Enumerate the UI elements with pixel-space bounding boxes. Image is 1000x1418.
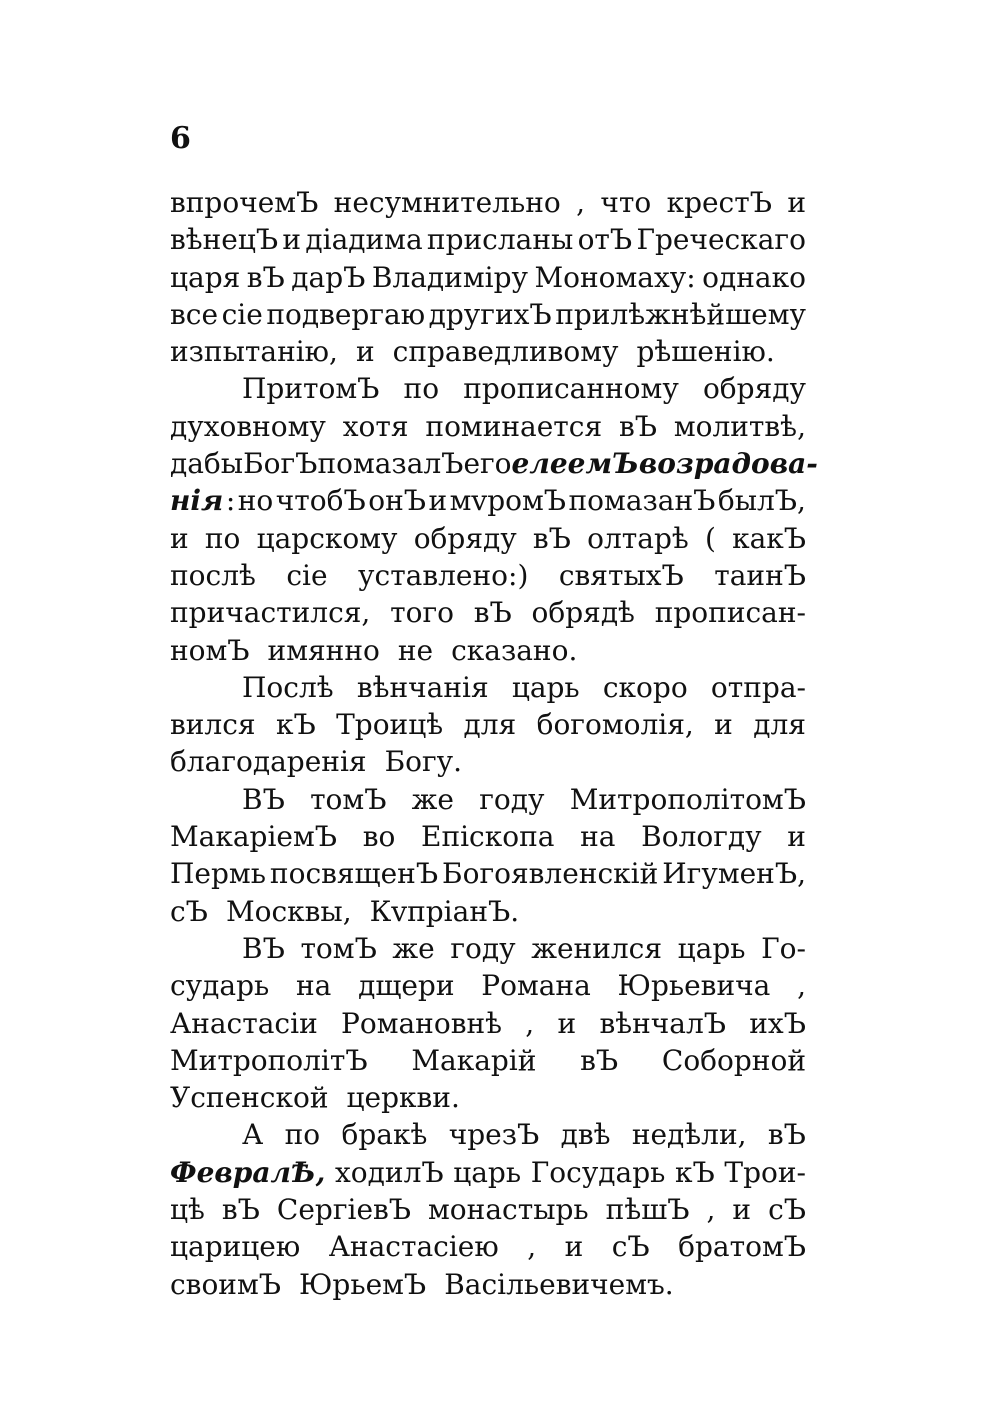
text-word: благодаренія bbox=[170, 745, 367, 779]
text-word: царя bbox=[170, 260, 241, 294]
text-word: что bbox=[600, 186, 652, 219]
text-word: онЪ bbox=[368, 484, 426, 518]
text-word: Макарій bbox=[411, 1043, 537, 1077]
page-number: 6 bbox=[170, 121, 191, 156]
text-word: присланы bbox=[426, 223, 574, 257]
text-word: его bbox=[463, 447, 512, 481]
text-word: духовному bbox=[170, 409, 326, 443]
text-word: вѣнецЪ bbox=[170, 223, 279, 257]
text-word: подвергаю bbox=[266, 297, 426, 331]
text-word: царскому bbox=[256, 521, 398, 555]
text-word: пѣшЪ bbox=[605, 1193, 690, 1227]
text-word: вЪ bbox=[473, 596, 512, 630]
text-line bbox=[170, 184, 806, 221]
text-word: сіе bbox=[221, 297, 263, 331]
text-word: дабы bbox=[170, 447, 244, 481]
text-word: сЪ bbox=[170, 894, 208, 928]
text-word: отЪ bbox=[577, 223, 633, 257]
text-line bbox=[170, 1005, 806, 1042]
text-word: Греческаго bbox=[636, 223, 806, 257]
text-word: Романовнѣ bbox=[341, 1006, 503, 1040]
text-line bbox=[170, 296, 806, 333]
text-line bbox=[170, 1079, 806, 1116]
text-word: прописанному bbox=[463, 372, 679, 406]
text-word: однако bbox=[702, 260, 806, 294]
text-line bbox=[170, 1116, 806, 1153]
text-line bbox=[170, 855, 806, 892]
text-word: обрядѣ bbox=[531, 596, 635, 630]
text-word: вился bbox=[170, 708, 256, 742]
text-line bbox=[170, 259, 806, 296]
text-word: богомолія, bbox=[536, 708, 694, 742]
text-word: вЪ bbox=[618, 409, 657, 443]
text-word: какЪ bbox=[732, 521, 806, 555]
text-line bbox=[170, 818, 806, 855]
text-line bbox=[170, 930, 806, 967]
text-word: Анастасіею bbox=[328, 1230, 499, 1264]
text-word: на bbox=[580, 820, 616, 854]
text-line bbox=[170, 632, 806, 669]
text-word: , bbox=[797, 969, 806, 1003]
text-word: МитрополітомЪ bbox=[569, 782, 806, 816]
text-word: , bbox=[706, 1193, 716, 1227]
text-word: вЪ bbox=[246, 260, 285, 294]
text-word: чтобЪ bbox=[275, 484, 366, 518]
text-line bbox=[170, 594, 806, 631]
text-line bbox=[170, 1042, 806, 1079]
text-word: скоро bbox=[602, 670, 688, 704]
text-word: году bbox=[450, 931, 516, 965]
text-word: царь bbox=[677, 931, 746, 965]
text-word: А bbox=[242, 1118, 264, 1152]
text-word: МакаріемЪ bbox=[170, 820, 338, 854]
text-word: имянно bbox=[267, 633, 380, 667]
text-word: Трои- bbox=[724, 1155, 806, 1189]
text-word: елеемЪ bbox=[511, 447, 639, 481]
text-word: Васільевичемъ. bbox=[444, 1267, 674, 1301]
text-word: сЪ bbox=[611, 1230, 650, 1264]
text-word: обряду bbox=[413, 521, 517, 555]
text-word: Владиміру bbox=[371, 260, 528, 294]
text-word: МитрополітЪ bbox=[170, 1043, 368, 1077]
text-word: того bbox=[390, 596, 454, 630]
text-word: и bbox=[787, 186, 806, 219]
text-word: ИгуменЪ, bbox=[662, 857, 806, 891]
text-line bbox=[170, 557, 806, 594]
text-word: по bbox=[204, 521, 241, 555]
text-word: вѣнчалЪ bbox=[599, 1006, 726, 1040]
text-word: двѣ bbox=[560, 1118, 611, 1152]
text-word: ( bbox=[704, 521, 716, 555]
text-line bbox=[170, 333, 806, 370]
text-word: Мономаху: bbox=[534, 260, 696, 294]
text-word: олтарѣ bbox=[587, 521, 689, 555]
text-word: помазалЪ bbox=[317, 447, 464, 481]
text-line bbox=[170, 967, 806, 1004]
text-line bbox=[170, 445, 818, 482]
text-word: сказано. bbox=[451, 633, 578, 667]
text-word: ВЪ bbox=[242, 782, 285, 816]
text-word: ВЪ bbox=[242, 931, 285, 965]
text-word: БогЪ bbox=[243, 447, 318, 481]
text-word: Вологду bbox=[641, 820, 762, 854]
text-word: сударь bbox=[170, 969, 270, 1003]
text-line bbox=[170, 706, 806, 743]
text-word: и bbox=[557, 1006, 577, 1040]
text-word: ходилЪ bbox=[335, 1155, 444, 1189]
text-word: царь bbox=[511, 670, 580, 704]
text-line bbox=[170, 1228, 806, 1265]
text-word: прилѣжнѣйшему bbox=[555, 297, 806, 331]
text-word: томЪ bbox=[310, 782, 387, 816]
text-word: Богоявленскій bbox=[442, 857, 659, 891]
text-word: не bbox=[397, 633, 434, 667]
text-word: все bbox=[170, 297, 219, 331]
text-word: , bbox=[576, 186, 586, 219]
text-word: братомЪ bbox=[678, 1230, 806, 1264]
text-line bbox=[170, 482, 806, 519]
text-word: же bbox=[392, 931, 435, 965]
text-word: для bbox=[753, 708, 806, 742]
text-word: былЪ, bbox=[717, 484, 806, 518]
text-line bbox=[170, 669, 806, 706]
text-word: и bbox=[787, 820, 806, 854]
text-word: сЪ bbox=[768, 1193, 806, 1227]
text-word: Анастасіи bbox=[170, 1006, 318, 1040]
text-word: церкви. bbox=[346, 1081, 460, 1115]
text-word: кЪ bbox=[275, 708, 316, 742]
text-word: молитвѣ, bbox=[673, 409, 806, 443]
text-word: вѣнчанія bbox=[356, 670, 489, 704]
text-line bbox=[170, 1191, 806, 1228]
text-word: Богу. bbox=[384, 745, 463, 779]
text-word: и bbox=[564, 1230, 584, 1264]
text-word: и bbox=[732, 1193, 752, 1227]
text-word: прописан- bbox=[654, 596, 806, 630]
text-line bbox=[170, 1266, 806, 1303]
text-line bbox=[170, 370, 806, 407]
text-word: уставлено:) bbox=[358, 558, 529, 592]
text-word: женился bbox=[531, 931, 663, 965]
text-word: Го- bbox=[761, 931, 806, 965]
text-line bbox=[170, 1154, 806, 1191]
text-word: бракѣ bbox=[341, 1118, 428, 1152]
text-word: на bbox=[296, 969, 332, 1003]
text-line bbox=[170, 408, 806, 445]
text-word: сіе bbox=[286, 558, 328, 592]
text-line bbox=[170, 893, 806, 930]
text-word: поминается bbox=[425, 409, 603, 443]
text-word: изпытанію, bbox=[170, 335, 338, 369]
text-word: Государь bbox=[530, 1155, 666, 1189]
text-word: святыхЪ bbox=[558, 558, 684, 592]
text-word: другихЪ bbox=[428, 297, 552, 331]
text-word: Юрьевича bbox=[617, 969, 771, 1003]
text-word: Москвы, bbox=[225, 894, 352, 928]
text-word: , bbox=[527, 1230, 537, 1264]
text-word: нія bbox=[170, 484, 224, 518]
text-word: возрадова- bbox=[638, 447, 818, 481]
text-line bbox=[170, 743, 806, 780]
text-word: для bbox=[463, 708, 517, 742]
text-word: кЪ bbox=[675, 1155, 715, 1189]
text-word: вЪ bbox=[221, 1193, 260, 1227]
text-word: помазанЪ bbox=[568, 484, 716, 518]
text-word: ихЪ bbox=[749, 1006, 806, 1040]
text-word: рѣшенію. bbox=[636, 335, 775, 369]
text-word: по bbox=[403, 372, 440, 406]
text-word: дщери bbox=[358, 969, 455, 1003]
text-word: же bbox=[411, 782, 454, 816]
text-line bbox=[170, 221, 806, 258]
text-word: несумнительно bbox=[333, 186, 561, 219]
text-word: посвященЪ bbox=[269, 857, 439, 891]
text-word: таинЪ bbox=[714, 558, 806, 592]
text-word: царь bbox=[453, 1155, 522, 1189]
text-word: и bbox=[282, 223, 302, 257]
text-word: СергіевЪ bbox=[276, 1193, 412, 1227]
text-word: Пермь bbox=[170, 857, 266, 891]
text-word: вЪ bbox=[580, 1043, 619, 1077]
text-word: ПритомЪ bbox=[242, 372, 380, 406]
text-word: цѣ bbox=[170, 1193, 205, 1227]
text-word: Соборной bbox=[661, 1043, 806, 1077]
text-word: крестЪ bbox=[666, 186, 772, 219]
text-word: своимЪ bbox=[170, 1267, 281, 1301]
text-word: , bbox=[525, 1006, 535, 1040]
text-word: КvпріанЪ. bbox=[369, 894, 520, 928]
text-word: но bbox=[237, 484, 274, 518]
text-line bbox=[170, 520, 806, 557]
text-word: и bbox=[170, 521, 189, 555]
text-word: по bbox=[284, 1118, 321, 1152]
text-word: обряду bbox=[702, 372, 806, 406]
text-word: ФевралѢ, bbox=[170, 1155, 326, 1189]
text-word: ЮрьемЪ bbox=[299, 1267, 427, 1301]
text-word: вЪ bbox=[767, 1118, 806, 1152]
text-word: Романа bbox=[481, 969, 591, 1003]
text-word: монастырь bbox=[428, 1193, 589, 1227]
text-word: мvромЪ bbox=[449, 484, 567, 518]
text-word: причастился, bbox=[170, 596, 371, 630]
text-word: справедливому bbox=[392, 335, 619, 369]
text-word: Успенской bbox=[170, 1081, 329, 1115]
text-word: хотя bbox=[342, 409, 409, 443]
page-text bbox=[170, 184, 818, 1303]
text-word: Послѣ bbox=[242, 670, 334, 704]
text-word: томЪ bbox=[300, 931, 377, 965]
text-word: послѣ bbox=[170, 558, 256, 592]
text-word: діадима bbox=[305, 223, 423, 257]
text-word: во bbox=[362, 820, 396, 854]
text-word: : bbox=[225, 484, 236, 518]
text-word: Троицѣ bbox=[336, 708, 444, 742]
text-word: отпра- bbox=[710, 670, 806, 704]
text-word: и bbox=[355, 335, 375, 369]
text-word: и bbox=[714, 708, 733, 742]
text-word: году bbox=[479, 782, 545, 816]
text-word: дарЪ bbox=[291, 260, 366, 294]
text-word: впрочемЪ bbox=[170, 186, 319, 219]
text-word: Епіскопа bbox=[421, 820, 555, 854]
text-line bbox=[170, 781, 806, 818]
text-word: чрезЪ bbox=[448, 1118, 540, 1152]
text-word: и bbox=[428, 484, 448, 518]
text-word: царицею bbox=[170, 1230, 301, 1264]
text-word: недѣли, bbox=[631, 1118, 747, 1152]
text-word: номЪ bbox=[170, 633, 250, 667]
text-word: вЪ bbox=[532, 521, 571, 555]
